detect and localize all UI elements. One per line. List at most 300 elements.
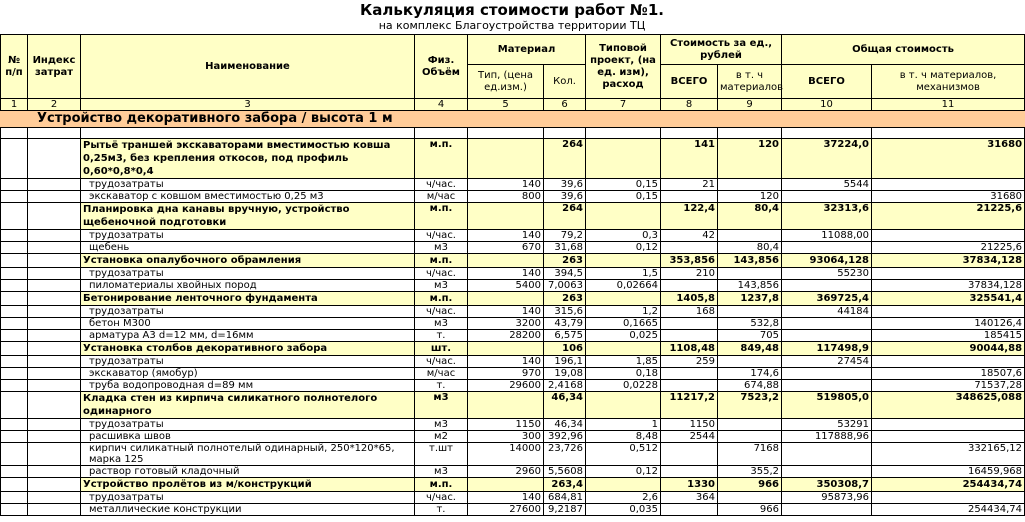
cost-component-row xyxy=(1,330,1025,342)
unit: м3 xyxy=(415,242,468,254)
unit: м3 xyxy=(415,466,468,478)
empty-cell xyxy=(1,330,28,342)
material-price: 140 xyxy=(468,179,544,191)
empty-cell xyxy=(1,443,28,466)
column-number: 5 xyxy=(468,99,544,111)
unit-cost-total xyxy=(661,466,718,478)
rate: 0,12 xyxy=(586,242,661,254)
total-cost-materials xyxy=(872,268,1025,280)
unit: м3 xyxy=(415,392,468,419)
empty-cell xyxy=(1,478,28,492)
empty-cell xyxy=(1,242,28,254)
material-price: 800 xyxy=(468,191,544,203)
unit: м.п. xyxy=(415,139,468,179)
empty-cell xyxy=(1,392,28,419)
material-qty: 264 xyxy=(544,139,586,179)
unit-cost-materials: 7523,2 xyxy=(718,392,782,419)
unit: м3 xyxy=(415,280,468,292)
work-name: Установка опалубочного обрамления xyxy=(81,254,415,268)
work-name: металлические конструкции xyxy=(81,504,415,516)
empty-cell xyxy=(1,431,28,443)
unit: м/час xyxy=(415,191,468,203)
empty-cell xyxy=(28,242,81,254)
material-qty: 43,79 xyxy=(544,318,586,330)
cost-component-row xyxy=(1,230,1025,242)
total-cost: 95873,96 xyxy=(782,492,872,504)
empty-cell xyxy=(28,318,81,330)
unit-cost-total xyxy=(661,191,718,203)
unit-cost-total xyxy=(661,368,718,380)
work-item-row xyxy=(1,478,1025,492)
rate xyxy=(586,203,661,230)
total-cost: 369725,4 xyxy=(782,292,872,306)
empty-cell xyxy=(28,443,81,466)
unit-cost-total: 1150 xyxy=(661,419,718,431)
material-price: 2960 xyxy=(468,466,544,478)
cost-component-row xyxy=(1,368,1025,380)
empty-cell xyxy=(1,139,28,179)
empty-cell xyxy=(1,230,28,242)
empty-cell xyxy=(1,419,28,431)
unit: т. xyxy=(415,504,468,516)
work-name: трудозатраты xyxy=(81,230,415,242)
total-cost-materials: 16459,968 xyxy=(872,466,1025,478)
empty-cell xyxy=(1,342,28,356)
empty-cell xyxy=(28,330,81,342)
unit-cost-materials xyxy=(718,492,782,504)
unit: м3 xyxy=(415,318,468,330)
total-cost: 519805,0 xyxy=(782,392,872,419)
total-cost-materials xyxy=(872,492,1025,504)
work-name: экскаватор с ковшом вместимостью 0,25 м3 xyxy=(81,191,415,203)
material-price: 5400 xyxy=(468,280,544,292)
unit-cost-total xyxy=(661,380,718,392)
unit: м.п. xyxy=(415,292,468,306)
work-item-row xyxy=(1,342,1025,356)
material-price: 1150 xyxy=(468,419,544,431)
work-name: раствор готовый кладочный xyxy=(81,466,415,478)
unit-cost-total: 364 xyxy=(661,492,718,504)
material-qty: 31,68 xyxy=(544,242,586,254)
work-name: трудозатраты xyxy=(81,268,415,280)
total-cost-materials: 21225,6 xyxy=(872,242,1025,254)
unit-cost-materials: 80,4 xyxy=(718,242,782,254)
unit-cost-materials xyxy=(718,431,782,443)
material-qty: 19,08 xyxy=(544,368,586,380)
unit-cost-materials xyxy=(718,356,782,368)
material-price: 300 xyxy=(468,431,544,443)
total-cost: 117888,96 xyxy=(782,431,872,443)
unit-cost-materials: 705 xyxy=(718,330,782,342)
unit-cost-materials: 966 xyxy=(718,478,782,492)
total-cost-materials xyxy=(872,306,1025,318)
work-name: трудозатраты xyxy=(81,179,415,191)
empty-cell xyxy=(1,356,28,368)
unit: м3 xyxy=(415,419,468,431)
material-qty: 263,4 xyxy=(544,478,586,492)
unit-cost-total: 2544 xyxy=(661,431,718,443)
unit-cost-materials: 120 xyxy=(718,191,782,203)
total-cost: 350308,7 xyxy=(782,478,872,492)
unit-cost-materials: 849,48 xyxy=(718,342,782,356)
unit-cost-total xyxy=(661,280,718,292)
work-name: Планировка дна канавы вручную, устройство щебеночной подготовки xyxy=(81,203,415,230)
unit-cost-total xyxy=(661,318,718,330)
work-name: бетон М300 xyxy=(81,318,415,330)
work-name: трудозатраты xyxy=(81,492,415,504)
empty-cell xyxy=(28,431,81,443)
cost-component-row xyxy=(1,431,1025,443)
empty-cell xyxy=(28,230,81,242)
cost-component-row xyxy=(1,179,1025,191)
total-cost: 117498,9 xyxy=(782,342,872,356)
material-price xyxy=(468,292,544,306)
total-cost-materials: 254434,74 xyxy=(872,478,1025,492)
total-cost-materials xyxy=(872,179,1025,191)
unit-cost-total: 42 xyxy=(661,230,718,242)
empty-cell xyxy=(28,380,81,392)
header-mat-type: Тип, (цена ед.изм.) xyxy=(468,65,544,99)
material-price xyxy=(468,392,544,419)
empty-cell xyxy=(1,318,28,330)
column-number: 11 xyxy=(872,99,1025,111)
unit-cost-total xyxy=(661,504,718,516)
total-cost-materials: 185415 xyxy=(872,330,1025,342)
work-name: арматура А3 d=12 мм, d=16мм xyxy=(81,330,415,342)
empty-cell xyxy=(1,191,28,203)
column-number: 6 xyxy=(544,99,586,111)
unit-cost-materials: 174,6 xyxy=(718,368,782,380)
rate xyxy=(586,254,661,268)
work-name: Кладка стен из кирпича силикатного полнотелого одинарного xyxy=(81,392,415,419)
empty-cell xyxy=(28,478,81,492)
rate: 2,6 xyxy=(586,492,661,504)
rate: 0,15 xyxy=(586,191,661,203)
column-number: 1 xyxy=(1,99,28,111)
cost-component-row xyxy=(1,242,1025,254)
empty-cell xyxy=(28,179,81,191)
empty-cell xyxy=(28,268,81,280)
unit-cost-total: 11217,2 xyxy=(661,392,718,419)
unit-cost-materials: 7168 xyxy=(718,443,782,466)
total-cost: 53291 xyxy=(782,419,872,431)
material-qty: 196,1 xyxy=(544,356,586,368)
unit-cost-total: 168 xyxy=(661,306,718,318)
empty-cell xyxy=(1,504,28,516)
empty-cell xyxy=(28,492,81,504)
material-price xyxy=(468,139,544,179)
total-cost xyxy=(782,318,872,330)
total-cost: 93064,128 xyxy=(782,254,872,268)
empty-cell xyxy=(28,419,81,431)
calculation-table xyxy=(0,34,1025,516)
empty-cell xyxy=(28,306,81,318)
material-price: 3200 xyxy=(468,318,544,330)
total-cost-materials xyxy=(872,431,1025,443)
total-cost: 37224,0 xyxy=(782,139,872,179)
empty-cell xyxy=(28,254,81,268)
material-qty: 263 xyxy=(544,254,586,268)
unit: ч/час. xyxy=(415,230,468,242)
page-title: Калькуляция стоимости работ №1. xyxy=(360,1,664,19)
total-cost: 44184 xyxy=(782,306,872,318)
unit-cost-materials: 143,856 xyxy=(718,254,782,268)
rate xyxy=(586,478,661,492)
total-cost-materials: 348625,088 xyxy=(872,392,1025,419)
total-cost-materials: 18507,6 xyxy=(872,368,1025,380)
material-price: 140 xyxy=(468,492,544,504)
rate xyxy=(586,292,661,306)
unit-cost-materials xyxy=(718,179,782,191)
total-cost: 27454 xyxy=(782,356,872,368)
unit-cost-total: 21 xyxy=(661,179,718,191)
unit-cost-total: 1405,8 xyxy=(661,292,718,306)
header-tipovoy: Типовой проект, (на ед. изм), расход xyxy=(586,35,661,99)
work-name: труба водопроводная d=89 мм xyxy=(81,380,415,392)
column-number: 4 xyxy=(415,99,468,111)
cost-component-row xyxy=(1,443,1025,466)
total-cost xyxy=(782,191,872,203)
empty-cell xyxy=(28,203,81,230)
material-price: 970 xyxy=(468,368,544,380)
unit-cost-total: 1330 xyxy=(661,478,718,492)
rate: 1,85 xyxy=(586,356,661,368)
total-cost-materials: 90044,88 xyxy=(872,342,1025,356)
empty-cell xyxy=(1,179,28,191)
rate: 1 xyxy=(586,419,661,431)
material-qty: 39,6 xyxy=(544,191,586,203)
total-cost xyxy=(782,242,872,254)
unit: т. xyxy=(415,330,468,342)
header-name: Наименование xyxy=(81,35,415,99)
rate: 0,12 xyxy=(586,466,661,478)
empty-cell xyxy=(1,268,28,280)
total-cost-materials: 37834,128 xyxy=(872,280,1025,292)
material-qty: 264 xyxy=(544,203,586,230)
cost-component-row xyxy=(1,280,1025,292)
empty-cell xyxy=(1,306,28,318)
work-name: Рытьё траншей экскаваторами вместимостью ковша 0,25м3, без крепления откосов, под профиль 0,60*0,8*0,4 xyxy=(81,139,415,179)
total-cost-materials xyxy=(872,356,1025,368)
unit-cost-total xyxy=(661,443,718,466)
total-cost-materials: 140126,4 xyxy=(872,318,1025,330)
material-qty: 9,2187 xyxy=(544,504,586,516)
total-cost-materials: 37834,128 xyxy=(872,254,1025,268)
material-qty: 46,34 xyxy=(544,392,586,419)
header-total-cost: Общая стоимость xyxy=(782,35,1025,65)
cost-component-row xyxy=(1,356,1025,368)
header-total-total: ВСЕГО xyxy=(782,65,872,99)
empty-cell xyxy=(28,342,81,356)
rate: 0,035 xyxy=(586,504,661,516)
work-name: трудозатраты xyxy=(81,419,415,431)
total-cost xyxy=(782,466,872,478)
material-qty: 7,0063 xyxy=(544,280,586,292)
work-item-row xyxy=(1,292,1025,306)
empty-cell xyxy=(1,292,28,306)
material-price xyxy=(468,254,544,268)
rate: 0,02664 xyxy=(586,280,661,292)
unit: м2 xyxy=(415,431,468,443)
material-qty: 2,4168 xyxy=(544,380,586,392)
unit: ч/час. xyxy=(415,492,468,504)
unit: шт. xyxy=(415,342,468,356)
cost-component-row xyxy=(1,466,1025,478)
empty-cell xyxy=(28,280,81,292)
unit-cost-materials: 80,4 xyxy=(718,203,782,230)
unit-cost-total xyxy=(661,242,718,254)
total-cost-materials: 332165,12 xyxy=(872,443,1025,466)
unit: ч/час. xyxy=(415,268,468,280)
unit-cost-total: 1108,48 xyxy=(661,342,718,356)
unit-cost-total: 259 xyxy=(661,356,718,368)
column-number: 10 xyxy=(782,99,872,111)
unit: ч/час. xyxy=(415,356,468,368)
material-qty: 6,575 xyxy=(544,330,586,342)
material-qty: 263 xyxy=(544,292,586,306)
unit: м.п. xyxy=(415,254,468,268)
total-cost xyxy=(782,368,872,380)
material-price xyxy=(468,342,544,356)
work-name: экскаватор (ямобур) xyxy=(81,368,415,380)
work-name: трудозатраты xyxy=(81,306,415,318)
total-cost-materials: 71537,28 xyxy=(872,380,1025,392)
unit-cost-total: 210 xyxy=(661,268,718,280)
rate: 0,3 xyxy=(586,230,661,242)
unit: ч/час. xyxy=(415,179,468,191)
work-name: трудозатраты xyxy=(81,356,415,368)
rate: 0,0228 xyxy=(586,380,661,392)
unit-cost-materials: 966 xyxy=(718,504,782,516)
empty-cell xyxy=(28,356,81,368)
unit-cost-total: 122,4 xyxy=(661,203,718,230)
column-number: 9 xyxy=(718,99,782,111)
header-fiz: Физ. Объём xyxy=(415,35,468,99)
header-npp: № п/п xyxy=(1,35,28,99)
total-cost xyxy=(782,330,872,342)
total-cost-materials xyxy=(872,230,1025,242)
empty-cell xyxy=(1,254,28,268)
rate: 1,5 xyxy=(586,268,661,280)
unit-cost-total xyxy=(661,330,718,342)
empty-cell xyxy=(1,466,28,478)
header-material: Материал xyxy=(468,35,586,65)
rate: 8,48 xyxy=(586,431,661,443)
rate: 0,15 xyxy=(586,179,661,191)
rate xyxy=(586,342,661,356)
material-price: 670 xyxy=(468,242,544,254)
unit-cost-materials xyxy=(718,230,782,242)
header-index: Индекс затрат xyxy=(28,35,81,99)
work-name: Установка столбов декоративного забора xyxy=(81,342,415,356)
column-number: 8 xyxy=(661,99,718,111)
work-name: Устройство пролётов из м/конструкций xyxy=(81,478,415,492)
work-item-row xyxy=(1,254,1025,268)
cost-component-row xyxy=(1,306,1025,318)
total-cost xyxy=(782,443,872,466)
unit: м.п. xyxy=(415,203,468,230)
total-cost-materials: 325541,4 xyxy=(872,292,1025,306)
material-qty: 39,6 xyxy=(544,179,586,191)
empty-cell xyxy=(28,368,81,380)
material-qty: 394,5 xyxy=(544,268,586,280)
total-cost-materials: 31680 xyxy=(872,139,1025,179)
header-unit-total: ВСЕГО xyxy=(661,65,718,99)
work-name: кирпич силикатный полнотелый одинарный, 250*120*65, марка 125 xyxy=(81,443,415,466)
empty-cell xyxy=(1,492,28,504)
work-name: пиломатериалы хвойных пород xyxy=(81,280,415,292)
cost-component-row xyxy=(1,191,1025,203)
unit-cost-materials: 674,88 xyxy=(718,380,782,392)
rate: 1,2 xyxy=(586,306,661,318)
unit-cost-materials: 120 xyxy=(718,139,782,179)
material-price: 27600 xyxy=(468,504,544,516)
empty-cell xyxy=(1,280,28,292)
work-item-row xyxy=(1,392,1025,419)
rate: 0,18 xyxy=(586,368,661,380)
material-price: 28200 xyxy=(468,330,544,342)
page-subtitle: на комплекс Благоустройства территории ТЦ xyxy=(378,19,646,32)
empty-cell xyxy=(28,292,81,306)
column-number: 2 xyxy=(28,99,81,111)
header-unit-incl: в т. ч материалов xyxy=(718,65,782,99)
empty-cell xyxy=(28,392,81,419)
empty-cell xyxy=(28,466,81,478)
total-cost: 55230 xyxy=(782,268,872,280)
unit-cost-materials xyxy=(718,268,782,280)
empty-cell xyxy=(1,203,28,230)
unit-cost-materials: 1237,8 xyxy=(718,292,782,306)
unit-cost-total: 353,856 xyxy=(661,254,718,268)
material-price: 140 xyxy=(468,268,544,280)
cost-component-row xyxy=(1,504,1025,516)
material-price: 140 xyxy=(468,356,544,368)
column-number: 3 xyxy=(81,99,415,111)
unit-cost-total: 141 xyxy=(661,139,718,179)
total-cost xyxy=(782,504,872,516)
cost-component-row xyxy=(1,492,1025,504)
header-mat-qty: Кол. xyxy=(544,65,586,99)
total-cost: 5544 xyxy=(782,179,872,191)
section-title: Устройство декоративного забора / высота 1 м xyxy=(1,111,1025,128)
cost-component-row xyxy=(1,380,1025,392)
unit-cost-materials xyxy=(718,306,782,318)
unit: м.п. xyxy=(415,478,468,492)
material-price xyxy=(468,203,544,230)
total-cost: 11088,00 xyxy=(782,230,872,242)
unit: ч/час. xyxy=(415,306,468,318)
work-name: щебень xyxy=(81,242,415,254)
empty-cell xyxy=(28,139,81,179)
rate xyxy=(586,392,661,419)
material-qty: 315,6 xyxy=(544,306,586,318)
material-price: 140 xyxy=(468,230,544,242)
unit: т. xyxy=(415,380,468,392)
header-unit-cost: Стоимость за ед., рублей xyxy=(661,35,782,65)
material-qty: 392,96 xyxy=(544,431,586,443)
total-cost xyxy=(782,280,872,292)
rate: 0,512 xyxy=(586,443,661,466)
rate: 0,1665 xyxy=(586,318,661,330)
material-qty: 46,34 xyxy=(544,419,586,431)
total-cost-materials: 254434,74 xyxy=(872,504,1025,516)
empty-cell xyxy=(1,368,28,380)
work-name: Бетонирование ленточного фундамента xyxy=(81,292,415,306)
cost-component-row xyxy=(1,318,1025,330)
empty-cell xyxy=(28,504,81,516)
work-item-row xyxy=(1,139,1025,179)
total-cost xyxy=(782,380,872,392)
